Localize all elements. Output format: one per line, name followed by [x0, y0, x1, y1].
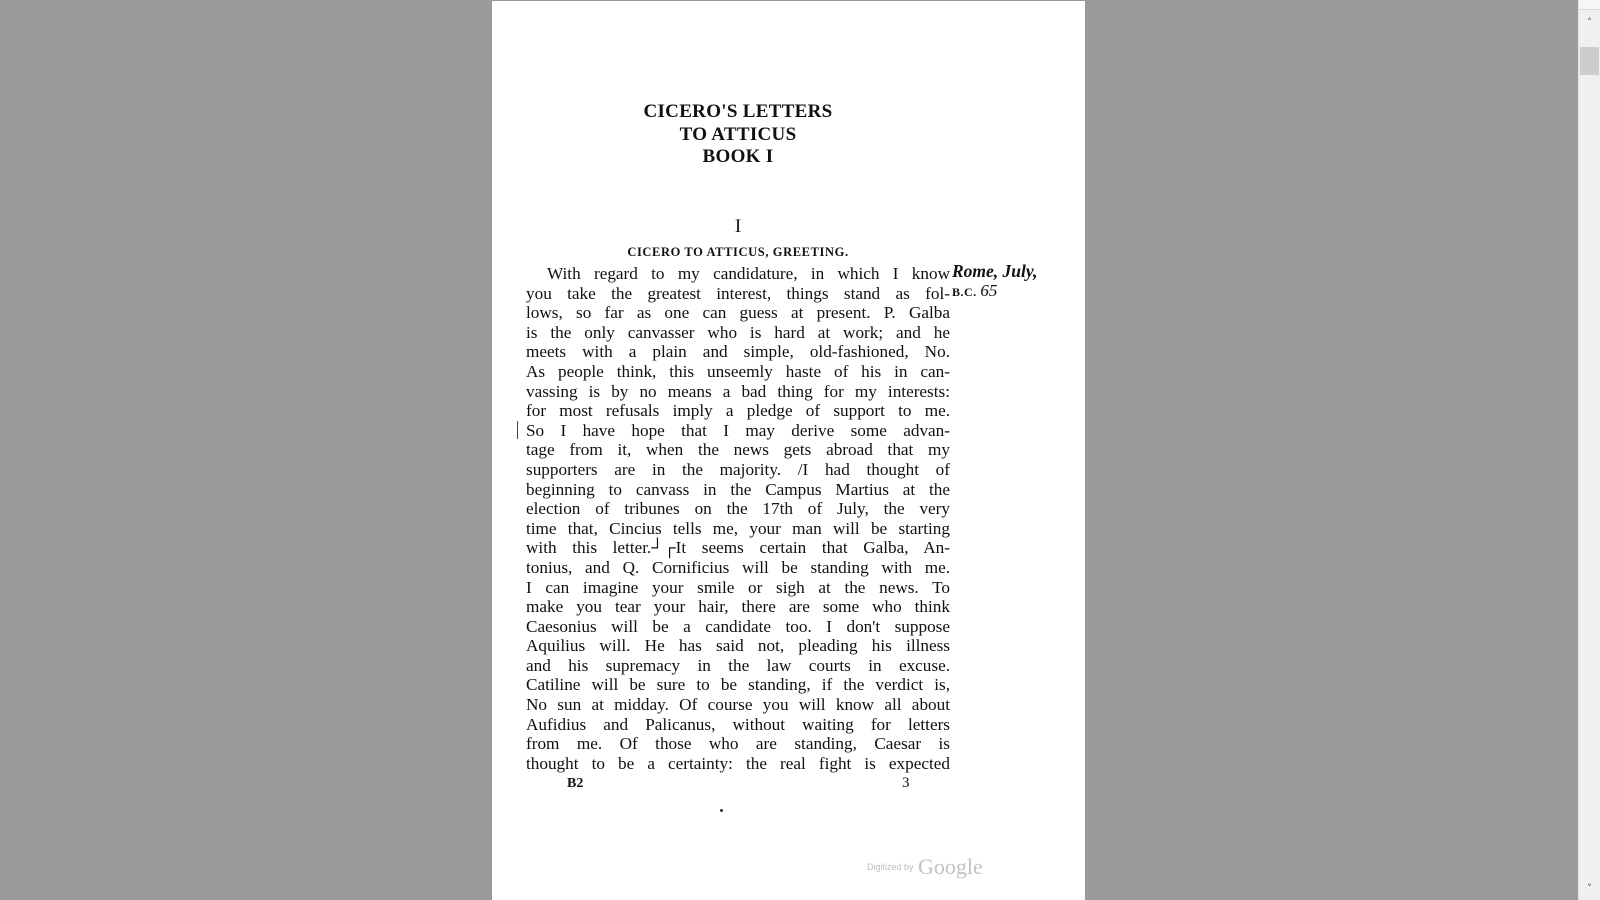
body-line: you take the greatest interest, things stand as fol- [526, 283, 950, 303]
vertical-scrollbar[interactable] [1578, 0, 1600, 900]
body-line: No sun at midday. Of course you will know all about [526, 695, 950, 715]
signature-mark: B2 [567, 776, 584, 791]
body-line: Catiline will be sure to be standing, if the verdict is, [526, 675, 950, 695]
title-line: CICERO'S LETTERS [643, 101, 833, 122]
google-logo: Google [917, 854, 983, 879]
document-page [492, 1, 1085, 900]
title-line: BOOK I [702, 146, 774, 167]
body-line: with this letter.┘┌It seems certain that Galba, An- [526, 538, 950, 558]
body-line: vassing is by no means a bad thing for my interests: [526, 381, 950, 401]
speck [720, 809, 723, 812]
margin-note [952, 261, 1037, 302]
book-title [492, 101, 984, 169]
watermark-prefix: Digitized by [867, 862, 914, 872]
body-line: make you tear your hair, there are some who think [526, 597, 950, 617]
body-line: So I have hope that I may derive some advan- [526, 420, 950, 440]
letter-salutation: CICERO TO ATTICUS, GREETING. [627, 245, 849, 259]
scrollbar-top-cap [1579, 0, 1600, 10]
margin-note-year: 65 [980, 281, 998, 300]
body-line: election of tribunes on the 17th of July, the very [526, 499, 950, 519]
body-line: tage from it, when the news gets abroad that my [526, 440, 950, 460]
margin-note-date [952, 281, 1037, 302]
body-line: With regard to my candidature, in which I know [547, 264, 950, 283]
body-line: from me. Of those who are standing, Caesar is [526, 734, 950, 754]
body-line: is the only canvasser who is hard at work; and he [526, 322, 950, 342]
margin-note-place: Rome, July, [952, 261, 1038, 281]
title-line: TO ATTICUS [679, 123, 797, 145]
body-line: lows, so far as one can guess at present. P. Galba [526, 303, 950, 323]
body-line: time that, Cincius tells me, your man will be starting [526, 518, 950, 538]
body-line: I can imagine your smile or sigh at the news. To [526, 577, 950, 597]
body-line: As people think, this unseemly haste of his in can- [526, 361, 950, 381]
body-line: meets with a plain and simple, old-fashioned, No. [526, 342, 950, 362]
margin-note-era: B.C. [952, 285, 977, 299]
body-line: and his supremacy in the law courts in excuse. [526, 655, 950, 675]
letter-body [526, 264, 950, 773]
digitized-watermark [867, 854, 983, 880]
scrollbar-thumb[interactable] [1580, 47, 1599, 75]
page-number: 3 [902, 775, 910, 791]
body-line: thought to be a certainty: the real fight is expected [526, 753, 950, 773]
body-line: Caesonius will be a candidate too. I don't suppose [526, 616, 950, 636]
letter-number: I [734, 216, 742, 237]
scroll-up-arrow-icon[interactable]: ˄ [1586, 16, 1593, 29]
body-line: Aquilius will. He has said not, pleading his illness [526, 636, 950, 656]
scroll-down-arrow-icon[interactable]: ˅ [1586, 882, 1593, 895]
body-line: for most refusals imply a pledge of support to me. [526, 401, 950, 421]
margin-mark [517, 421, 520, 439]
body-line: Aufidius and Palicanus, without waiting for letters [526, 714, 950, 734]
body-line: tonius, and Q. Cornificius will be standing with me. [526, 557, 950, 577]
body-line: supporters are in the majority. /I had thought of [526, 459, 950, 479]
body-line: beginning to canvass in the Campus Martius at the [526, 479, 950, 499]
